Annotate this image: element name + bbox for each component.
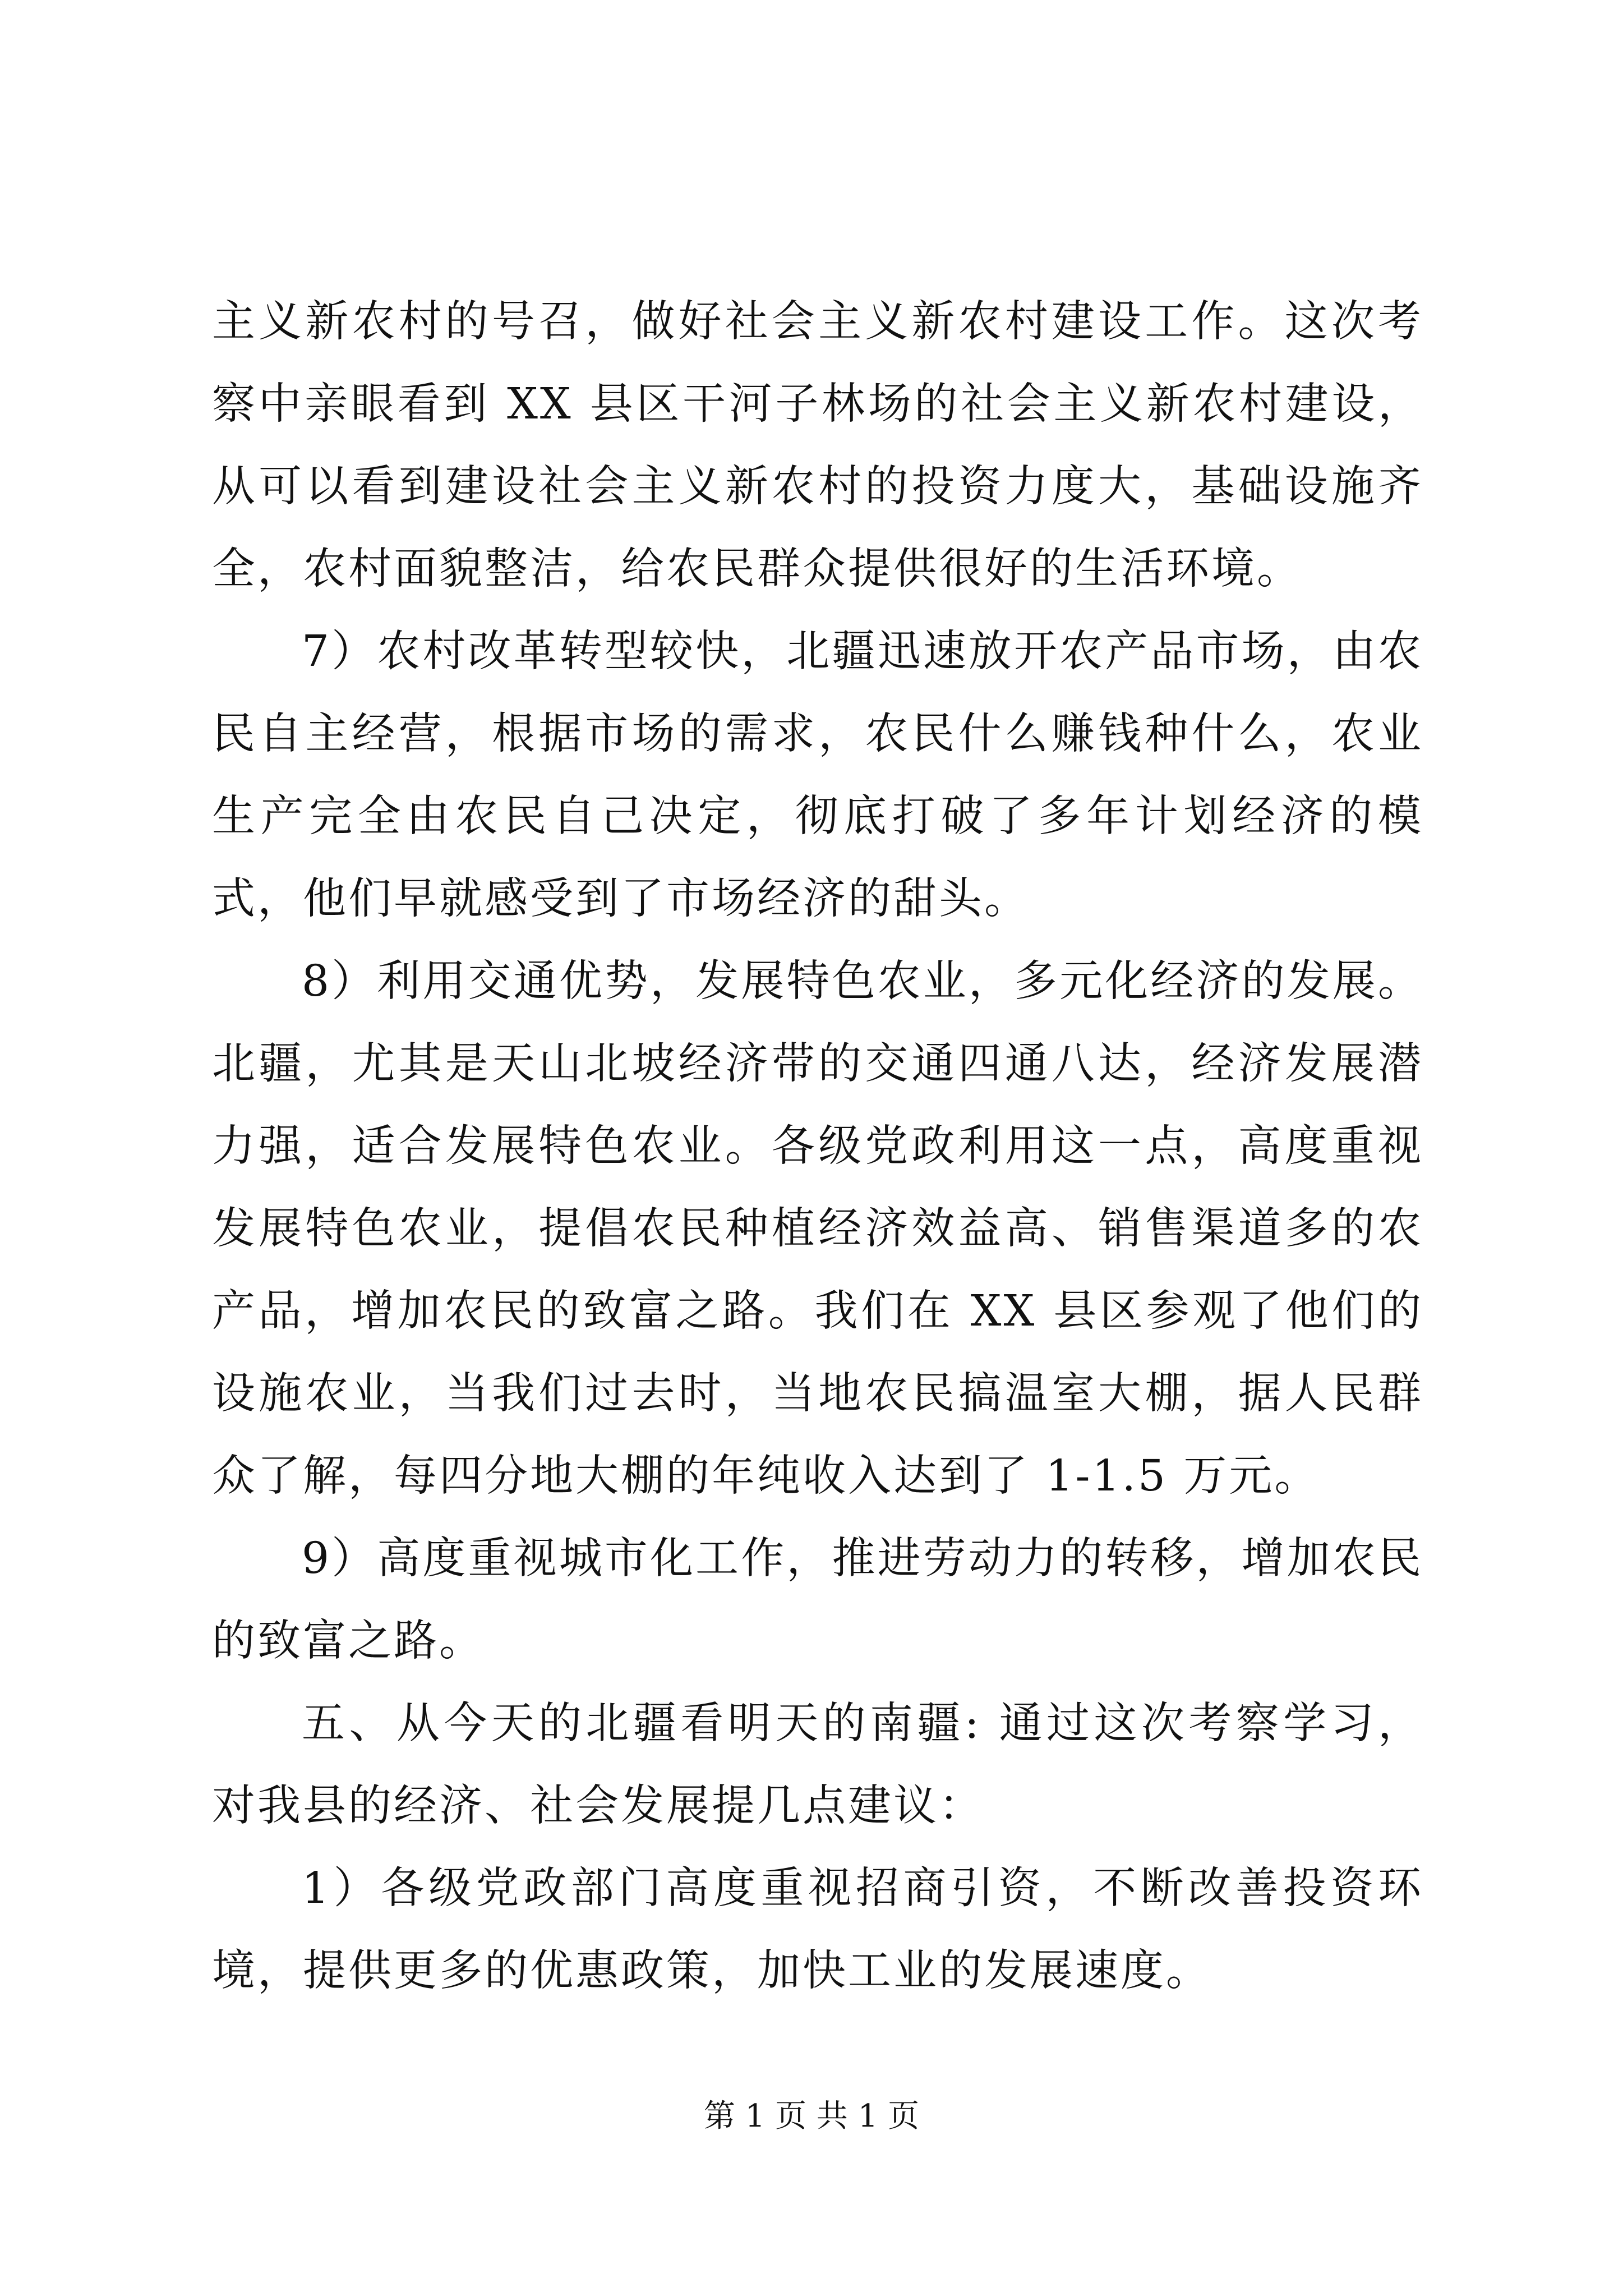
paragraph-item-7: 7）农村改革转型较快，北疆迅速放开农产品市场，由农民自主经营，根据市场的需求，农民什么赚钱种什么，农业生产完全由农民自己决定，彻底打破了多年计划经济的模式，他们早就感受到了市场经济的甜头。	[212, 627, 1423, 924]
paragraph-continued: 主义新农村的号召，做好社会主义新农村建设工作。这次考察中亲眼看到 XX 县区干河子林场的社会主义新农村建设，从可以看到建设社会主义新农村的投资力度大，基础设施齐全，农村面貌整洁，给农民群众提供很好的生活环境。	[212, 297, 1423, 594]
document-body	[212, 280, 1423, 2012]
paragraph-suggestion-1: 1）各级党政部门高度重视招商引资，不断改善投资环境，提供更多的优惠政策，加快工业的发展速度。	[212, 1864, 1423, 1996]
page-number-label: 第 1 页 共 1 页	[703, 2098, 920, 2134]
paragraph-item-8: 8）利用交通优势，发展特色农业，多元化经济的发展。北疆，尤其是天山北坡经济带的交通四通八达，经济发展潜力强，适合发展特色农业。各级党政利用这一点，高度重视发展特色农业，提倡农民种植经济效益高、销售渠道多的农产品，增加农民的致富之路。我们在 XX 县区参观了他们的设施农业，当我们过去时，当地农民搞温室大棚，据人民群众了解，每四分地大棚的年纯收入达到了 1-1.5 万元。	[212, 956, 1423, 1501]
page-footer	[0, 2097, 1623, 2136]
paragraph-section-5: 五、从今天的北疆看明天的南疆: 通过这次考察学习，对我县的经济、社会发展提几点建议：	[212, 1699, 1423, 1831]
paragraph-item-9: 9）高度重视城市化工作，推进劳动力的转移，增加农民的致富之路。	[212, 1534, 1423, 1666]
